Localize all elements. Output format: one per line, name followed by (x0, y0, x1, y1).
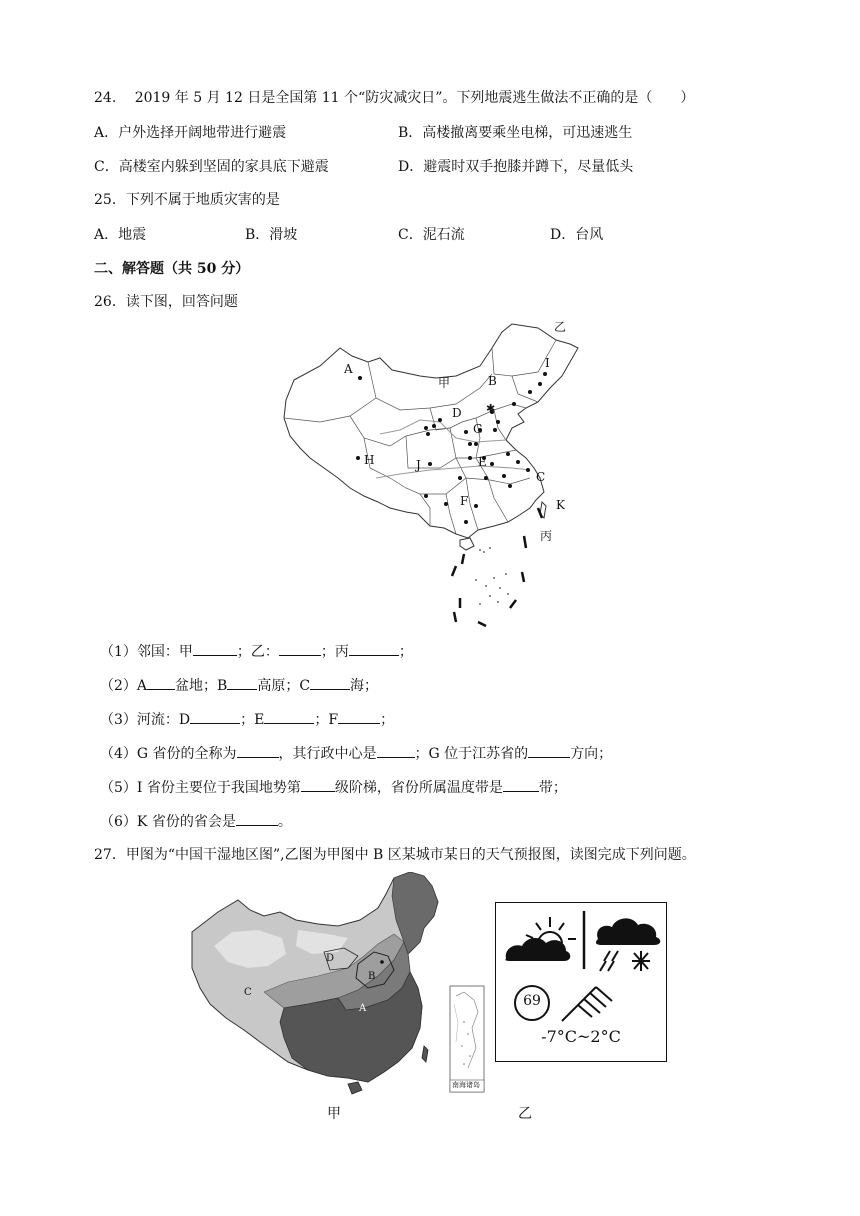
blank-bing[interactable] (349, 641, 399, 656)
q25-option-c: C．泥石流 (398, 227, 465, 243)
blank-b-plateau[interactable] (227, 675, 257, 690)
blank-river-f[interactable] (338, 709, 380, 724)
china-provinces-map (280, 318, 590, 633)
region-label-c: C (244, 987, 252, 998)
map-label-i: I (545, 356, 550, 370)
q26-sub-3 (100, 709, 394, 730)
question-26-stem: 26．读下图，回答问题 (94, 294, 238, 310)
map-label-d: D (452, 406, 462, 420)
caption-yi: 乙 (518, 1106, 532, 1122)
region-label-d: D (326, 953, 335, 964)
question-24-stem: 24. 2019 年 5 月 12 日是全国第 11 个“防灾减灾日”。下列地震逃生做法不正确的是（ ） (94, 90, 695, 106)
map-label-g: G (473, 422, 483, 436)
blank-c-sea[interactable] (310, 675, 350, 690)
q26-3-text-c: ；F (314, 712, 339, 728)
blank-river-e[interactable] (264, 709, 314, 724)
aqi-value: 69 (523, 993, 541, 1009)
caption-jia: 甲 (327, 1106, 341, 1122)
blank-i-terrain-step[interactable] (301, 777, 335, 792)
q26-sub-5 (100, 777, 567, 798)
q26-2-text-b: 盆地；B (175, 678, 228, 694)
q26-5-text-c: 带； (538, 780, 567, 796)
q26-sub-2 (100, 675, 378, 696)
dry-wet-map-graphic (188, 872, 488, 1102)
blank-yi[interactable] (279, 641, 321, 656)
map-label-yi: 乙 (554, 320, 567, 334)
q25-option-a: A．地震 (94, 227, 147, 243)
blank-g-capital[interactable] (377, 743, 415, 758)
q25-option-b: B．滑坡 (245, 227, 298, 243)
question-27-stem: 27．甲图为“中国干湿地区图”,乙图为甲图中 B 区某城市某日的天气预报图，读图完成下列问题。 (94, 847, 696, 863)
map-label-j: J (416, 458, 421, 472)
q26-sub-4 (100, 743, 612, 764)
inset-label: 南海诸岛 (452, 1081, 480, 1089)
q26-2-text-d: 海； (350, 678, 379, 694)
q26-6-text-b: 。 (277, 814, 292, 830)
blank-i-temperature-zone[interactable] (503, 777, 539, 792)
q26-1-text-a: （1）邻国：甲 (100, 644, 193, 660)
weather-forecast-panel (495, 902, 667, 1062)
q26-2-text-c: 高原；C (257, 678, 311, 694)
temperature-range: -7°C~2°C (541, 1027, 621, 1046)
blank-k-capital[interactable] (236, 811, 278, 826)
q26-2-text-a: （2）A (100, 678, 148, 694)
map-label-h: H (364, 453, 375, 467)
q24-option-d: D．避震时双手抱膝并蹲下，尽量低头 (398, 159, 634, 175)
q26-3-text-d: ； (380, 712, 395, 728)
q26-5-text-b: 级阶梯，省份所属温度带是 (334, 780, 503, 796)
q26-3-text-b: ；E (240, 712, 265, 728)
q26-1-text-c: ；丙 (320, 644, 349, 660)
sleet-icon (596, 918, 660, 971)
q26-4-text-d: 方向； (570, 746, 613, 762)
section-heading: 二、解答题（共 50 分） (94, 261, 250, 277)
q26-4-text-a: （4）G 省份的全称为 (100, 746, 237, 762)
q26-3-text-a: （3）河流：D (100, 712, 191, 728)
q26-4-text-c: ；G 位于江苏省的 (414, 746, 529, 762)
q26-5-text-a: （5）I 省份主要位于我国地势第 (100, 780, 301, 796)
q25-option-d: D．台风 (550, 227, 604, 243)
q26-4-text-b: ，其行政中心是 (278, 746, 377, 762)
q26-sub-1 (100, 641, 413, 662)
question-25-stem: 25．下列不属于地质灾害的是 (94, 192, 280, 208)
q26-1-text-d: ； (398, 644, 413, 660)
q26-6-text-a: （6）K 省份的省会是 (100, 814, 236, 830)
wind-barb-icon (562, 987, 612, 1021)
map-label-c: C (536, 470, 546, 484)
q24-option-b: B．高楼撤离要乘坐电梯，可迅速逃生 (398, 125, 633, 141)
q26-1-text-b: ；乙： (236, 644, 279, 660)
q24-option-a: A．户外选择开阔地带进行避震 (94, 125, 287, 141)
map-label-a: A (344, 362, 353, 376)
map-label-e: E (478, 455, 487, 469)
blank-a-basin[interactable] (147, 675, 175, 690)
map-label-f: F (460, 494, 469, 508)
map-label-bing: 丙 (540, 529, 553, 543)
q24-option-c: C．高楼室内躲到坚固的家具底下避震 (94, 159, 329, 175)
blank-jia[interactable] (193, 641, 237, 656)
blank-g-direction[interactable] (528, 743, 570, 758)
blank-river-d[interactable] (190, 709, 240, 724)
map-label-b: B (488, 374, 497, 388)
blank-g-fullname[interactable] (237, 743, 279, 758)
dry-wet-regions-map (188, 872, 488, 1102)
region-label-b: B (368, 971, 376, 982)
map-label-k: K (556, 498, 565, 512)
svg-text:✱: ✱ (486, 402, 496, 415)
q26-sub-6 (100, 811, 292, 832)
map-label-jia: 甲 (438, 376, 451, 390)
region-label-a: A (359, 1003, 367, 1014)
